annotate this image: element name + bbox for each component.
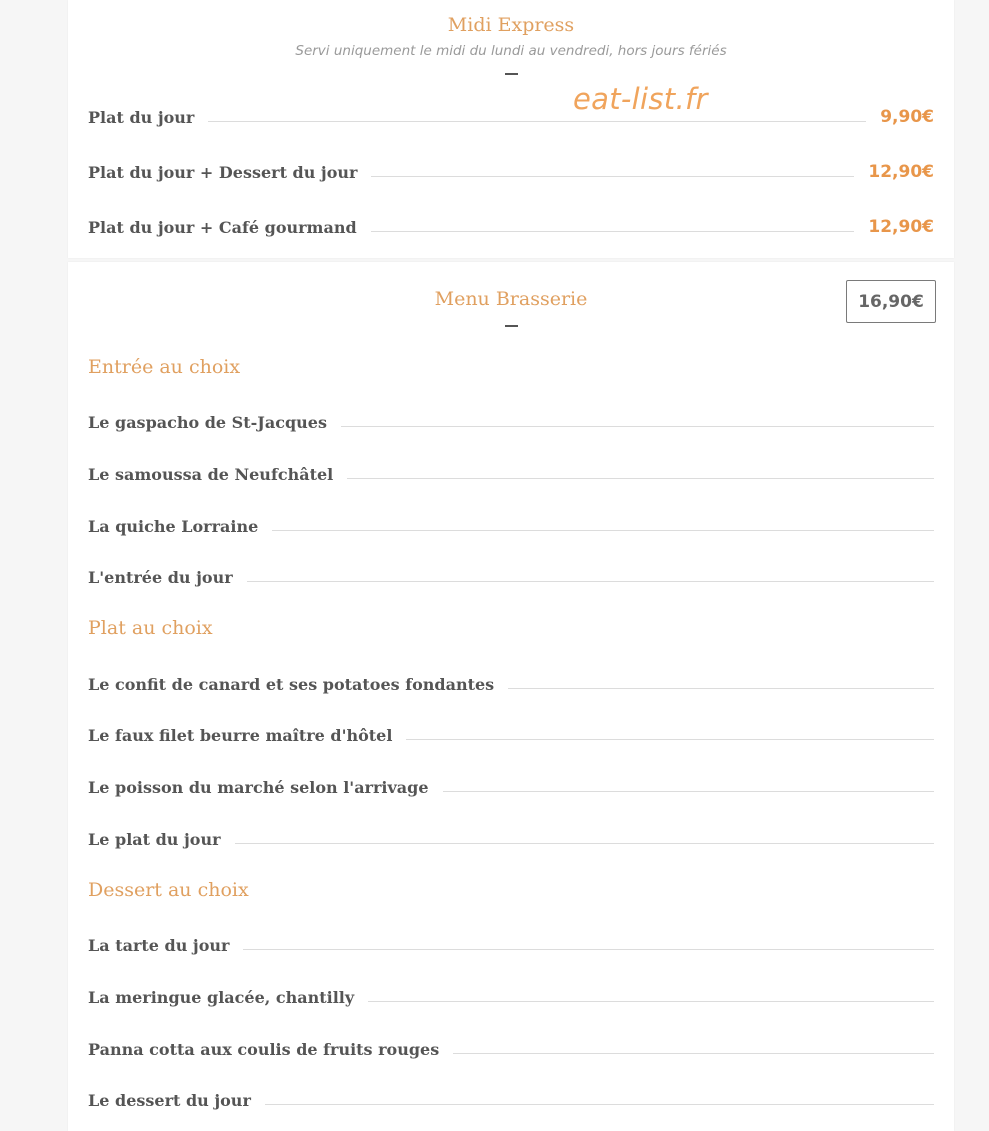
- midi-express-card: [68, 0, 954, 258]
- dotted-leader: [235, 843, 934, 844]
- menu-item-label: Le dessert du jour: [88, 1090, 251, 1110]
- menu-brasserie-title: Menu Brasserie: [434, 288, 588, 310]
- menu-item-label: Le plat du jour: [88, 829, 221, 849]
- dotted-leader: [368, 1001, 934, 1002]
- dotted-leader: [272, 530, 934, 531]
- dotted-leader: [508, 688, 934, 689]
- midi-express-title: Midi Express: [447, 14, 575, 36]
- menu-item-row: [88, 565, 934, 589]
- menu-item-row: [88, 514, 934, 538]
- menu-item-label: Panna cotta aux coulis de fruits rouges: [88, 1039, 440, 1059]
- menu-item-price: 12,90€: [868, 217, 934, 237]
- menu-item-label: Le samoussa de Neufchâtel: [88, 464, 334, 484]
- dotted-leader: [347, 478, 934, 479]
- menu-item-row: [88, 215, 934, 239]
- dotted-leader: [341, 426, 934, 427]
- dotted-leader: [443, 791, 934, 792]
- dotted-leader: [406, 739, 934, 740]
- group-title-dessert: Dessert au choix: [88, 879, 249, 901]
- menu-item-row: [88, 462, 934, 486]
- menu-item-label: Le faux filet beurre maître d'hôtel: [88, 725, 393, 745]
- menu-item-row: [88, 775, 934, 799]
- menu-item-row: [88, 933, 934, 957]
- menu-item-row: [88, 410, 934, 434]
- menu-item-row: [88, 1037, 934, 1061]
- menu-item-row: [88, 160, 934, 184]
- menu-item-price: 9,90€: [880, 107, 934, 127]
- group-title-plat: Plat au choix: [88, 617, 213, 639]
- menu-item-label: La quiche Lorraine: [88, 516, 259, 536]
- menu-item-label: Le gaspacho de St-Jacques: [88, 412, 327, 432]
- midi-express-subtitle: Servi uniquement le midi du lundi au vendredi, hors jours fériés: [295, 43, 727, 59]
- menu-item-label: Plat du jour: [88, 107, 195, 127]
- menu-item-row: [88, 1088, 934, 1112]
- menu-brasserie-card: [68, 262, 954, 1131]
- menu-item-row: [88, 827, 934, 851]
- dotted-leader: [453, 1053, 934, 1054]
- dotted-leader: [371, 231, 855, 232]
- watermark: eat-list.fr: [573, 82, 708, 116]
- menu-item-label: L'entrée du jour: [88, 567, 233, 587]
- menu-item-label: La tarte du jour: [88, 935, 230, 955]
- menu-item-label: Plat du jour + Dessert du jour: [88, 162, 358, 182]
- title-separator: [505, 73, 518, 75]
- group-title-entree: Entrée au choix: [88, 356, 241, 378]
- menu-item-label: Le confit de canard et ses potatoes fondantes: [88, 674, 495, 694]
- menu-item-label: La meringue glacée, chantilly: [88, 987, 355, 1007]
- dotted-leader: [243, 949, 934, 950]
- menu-item-row: [88, 985, 934, 1009]
- menu-brasserie-price: 16,90€: [846, 280, 936, 323]
- menu-item-label: Le poisson du marché selon l'arrivage: [88, 777, 429, 797]
- dotted-leader: [247, 581, 934, 582]
- title-separator: [505, 325, 518, 327]
- menu-item-label: Plat du jour + Café gourmand: [88, 217, 357, 237]
- menu-item-row: [88, 105, 934, 129]
- menu-item-row: [88, 723, 934, 747]
- dotted-leader: [265, 1104, 934, 1105]
- dotted-leader: [208, 121, 866, 122]
- menu-item-row: [88, 672, 934, 696]
- menu-item-price: 12,90€: [868, 162, 934, 182]
- dotted-leader: [371, 176, 854, 177]
